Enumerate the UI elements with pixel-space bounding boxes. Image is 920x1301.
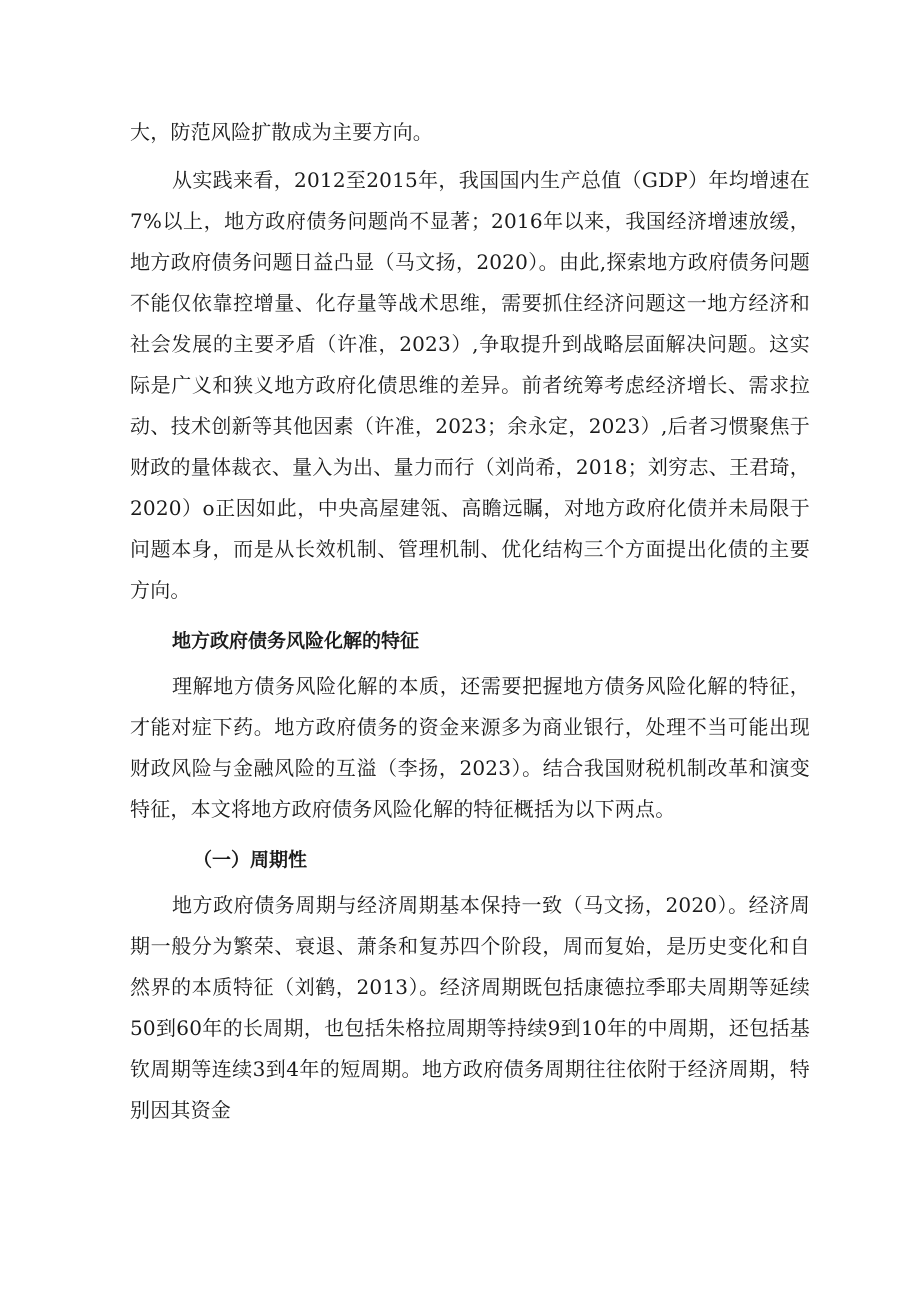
paragraph-cyclicality: 地方政府债务周期与经济周期基本保持一致（马文扬，2020）。经济周期一般分为繁荣、衰退、萧条和复苏四个阶段，周而复始，是历史变化和自然界的本质特征（刘鹤，2013）。经济周期既包括康德拉季耶夫周期等延续50到60年的长周期，也包括朱格拉周期等持续9到10年的中周期，还包括基钦周期等连续3到4年的短周期。地方政府债务周期往往依附于经济周期，特别因其资金 [130, 893, 810, 1122]
paragraph-practice: 从实践来看，2012至2015年，我国国内生产总值（GDP）年均增速在7%以上，地方政府债务问题尚不显著；2016年以来，我国经济增速放缓，地方政府债务问题日益凸显（马文扬，2020）。由此,探索地方政府债务问题不能仅依靠控增量、化存量等战术思维，需要抓住经济问题这一地方经济和社会发展的主要矛盾（许准，2023）,争取提升到战略层面解决问题。这实际是广义和狭义地方政府化债思维的差异。前者统筹考虑经济增长、需求拉动、技术创新等其他因素（许准，2023；余永定，2023）,后者习惯聚焦于财政的量体裁衣、量入为出、量力而行（刘尚希，2018；刘穷志、王君琦，2020）o正因如此，中央高屋建瓴、高瞻远瞩，对地方政府化债并未局限于问题本身，而是从长效机制、管理机制、优化结构三个方面提出化债的主要方向。 [130, 168, 810, 602]
document-body [130, 112, 810, 1138]
paragraph-continuation: 大，防范风险扩散成为主要方向。 [130, 120, 433, 144]
subsection-heading: （一）周期性 [193, 849, 308, 871]
paragraph-characteristics: 理解地方债务风险化解的本质，还需要把握地方债务风险化解的特征，才能对症下药。地方政府债务的资金来源多为商业银行，处理不当可能出现财政风险与金融风险的互溢（李扬，2023）。结合我国财税机制改革和演变特征，本文将地方政府债务风险化解的特征概括为以下两点。 [130, 674, 810, 821]
section-heading: 地方政府债务风险化解的特征 [172, 630, 420, 652]
